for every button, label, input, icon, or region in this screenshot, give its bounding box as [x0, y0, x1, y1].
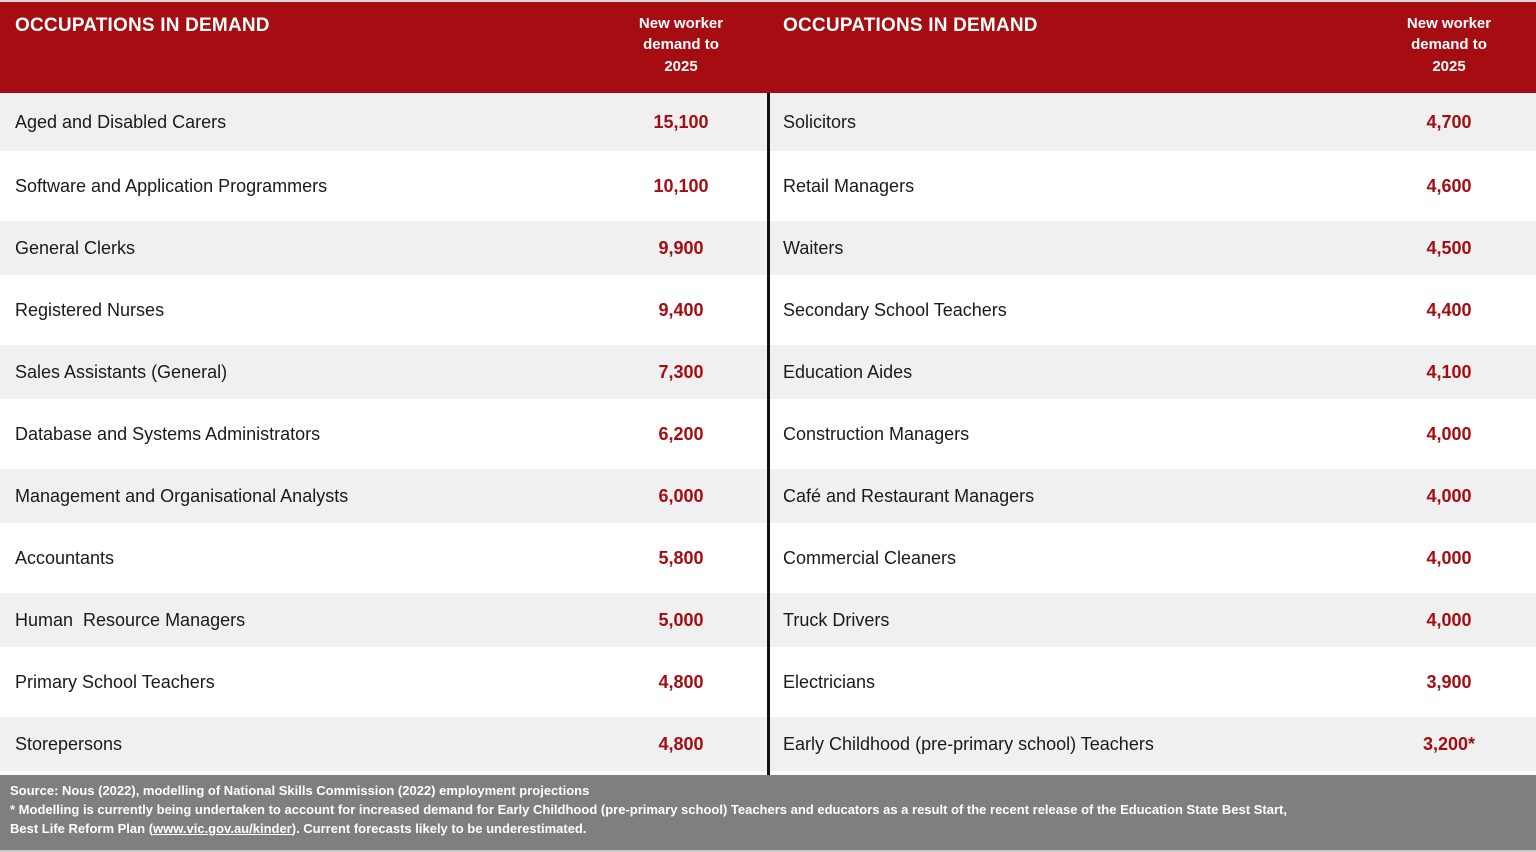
demand-value: 4,000 [1426, 485, 1472, 506]
demand-value: 6,200 [658, 423, 704, 444]
table-row [768, 217, 1536, 279]
occupation-label: Software and Application Programmers [15, 175, 328, 196]
occupation-label: Storepersons [15, 733, 123, 754]
occupations-column-header: OCCUPATIONS IN DEMAND [15, 15, 270, 36]
table-row [768, 465, 1536, 527]
occupation-label: Sales Assistants (General) [15, 361, 228, 382]
table-row [0, 527, 768, 589]
demand-value: 5,800 [658, 547, 704, 568]
source-text: Source: Nous (2022), modelling of National Skills Commission (2022) employment projections [10, 783, 590, 798]
occupation-label: Human Resource Managers [15, 609, 246, 630]
demand-value: 15,100 [653, 111, 709, 132]
demand-value: 9,400 [658, 299, 704, 320]
table-left [0, 0, 768, 775]
table-row [0, 403, 768, 465]
table-row [0, 651, 768, 713]
occupation-label: Truck Drivers [783, 609, 890, 630]
table-row [0, 341, 768, 403]
footer [0, 775, 1536, 852]
demand-value: 5,000 [658, 609, 704, 630]
table-row [768, 713, 1536, 775]
demand-value: 4,600 [1426, 175, 1472, 196]
table-row [0, 279, 768, 341]
occupation-label: Solicitors [783, 111, 857, 132]
occupation-label: Database and Systems Administrators [15, 423, 321, 444]
occupation-label: Aged and Disabled Carers [15, 111, 227, 132]
demand-value: 4,400 [1426, 299, 1472, 320]
table-row [768, 279, 1536, 341]
occupation-label: Commercial Cleaners [783, 547, 957, 568]
table-row [768, 155, 1536, 217]
demand-column-header-label: New worker demand to 2025 [638, 15, 724, 75]
table-right-header [768, 0, 1536, 93]
demand-value: 9,900 [658, 237, 704, 258]
occupation-label: Accountants [15, 547, 115, 568]
occupation-label: General Clerks [15, 237, 136, 258]
demand-value: 4,500 [1426, 237, 1472, 258]
demand-value: 10,100 [653, 175, 709, 196]
demand-value: 7,300 [658, 361, 704, 382]
table-row [0, 217, 768, 279]
demand-value: 3,200* [1422, 733, 1476, 754]
demand-value: 4,100 [1426, 361, 1472, 382]
table-row [768, 651, 1536, 713]
occupation-label: Waiters [783, 237, 844, 258]
table-right-body [768, 93, 1536, 775]
footnote-line2 [10, 820, 1522, 839]
table-left-body [0, 93, 768, 775]
demand-column-header [1374, 2, 1524, 77]
table-row [0, 713, 768, 775]
demand-value: 3,900 [1426, 671, 1472, 692]
demand-value: 4,700 [1426, 111, 1472, 132]
table-row [0, 155, 768, 217]
table-row [768, 341, 1536, 403]
occupation-label: Construction Managers [783, 423, 970, 444]
table-row [768, 403, 1536, 465]
table-right [768, 0, 1536, 775]
demand-value: 6,000 [658, 485, 704, 506]
table-row [768, 527, 1536, 589]
occupation-label: Management and Organisational Analysts [15, 485, 349, 506]
demand-value: 4,000 [1426, 423, 1472, 444]
table-row [768, 589, 1536, 651]
footnote-line1: * Modelling is currently being undertaken to account for increased demand for Early Childhood (pre-primary school) Teachers and educators as a result of the recent release of the Education State Best Start, [10, 801, 1287, 817]
demand-value: 4,800 [658, 733, 704, 754]
table-row [0, 93, 768, 155]
demand-column-header-label: New worker demand to 2025 [1406, 15, 1492, 75]
demand-value: 4,000 [1426, 609, 1472, 630]
occupation-label: Registered Nurses [15, 299, 165, 320]
occupation-label: Early Childhood (pre-primary school) Teachers [783, 733, 1154, 754]
demand-value: 4,800 [658, 671, 704, 692]
table-left-header [0, 0, 768, 93]
kinder-link[interactable]: www.vic.gov.au/kinder [153, 820, 292, 836]
footnote-line2-prefix: Best Life Reform Plan ( [10, 820, 154, 836]
footnote-line2-suffix: ). Current forecasts likely to be underestimated. [291, 820, 587, 836]
table-row [0, 465, 768, 527]
occupation-label: Electricians [783, 671, 876, 692]
table-vertical-divider [767, 93, 770, 775]
table-row [0, 589, 768, 651]
occupation-label: Secondary School Teachers [783, 299, 1007, 320]
table-row [768, 93, 1536, 155]
occupation-label: Primary School Teachers [15, 671, 215, 692]
occupation-label: Education Aides [783, 361, 913, 382]
occupation-label: Café and Restaurant Managers [783, 485, 1035, 506]
occupations-column-header: OCCUPATIONS IN DEMAND [783, 15, 1038, 36]
occupation-label: Retail Managers [783, 175, 915, 196]
demand-value: 4,000 [1426, 547, 1472, 568]
demand-column-header [606, 2, 756, 77]
